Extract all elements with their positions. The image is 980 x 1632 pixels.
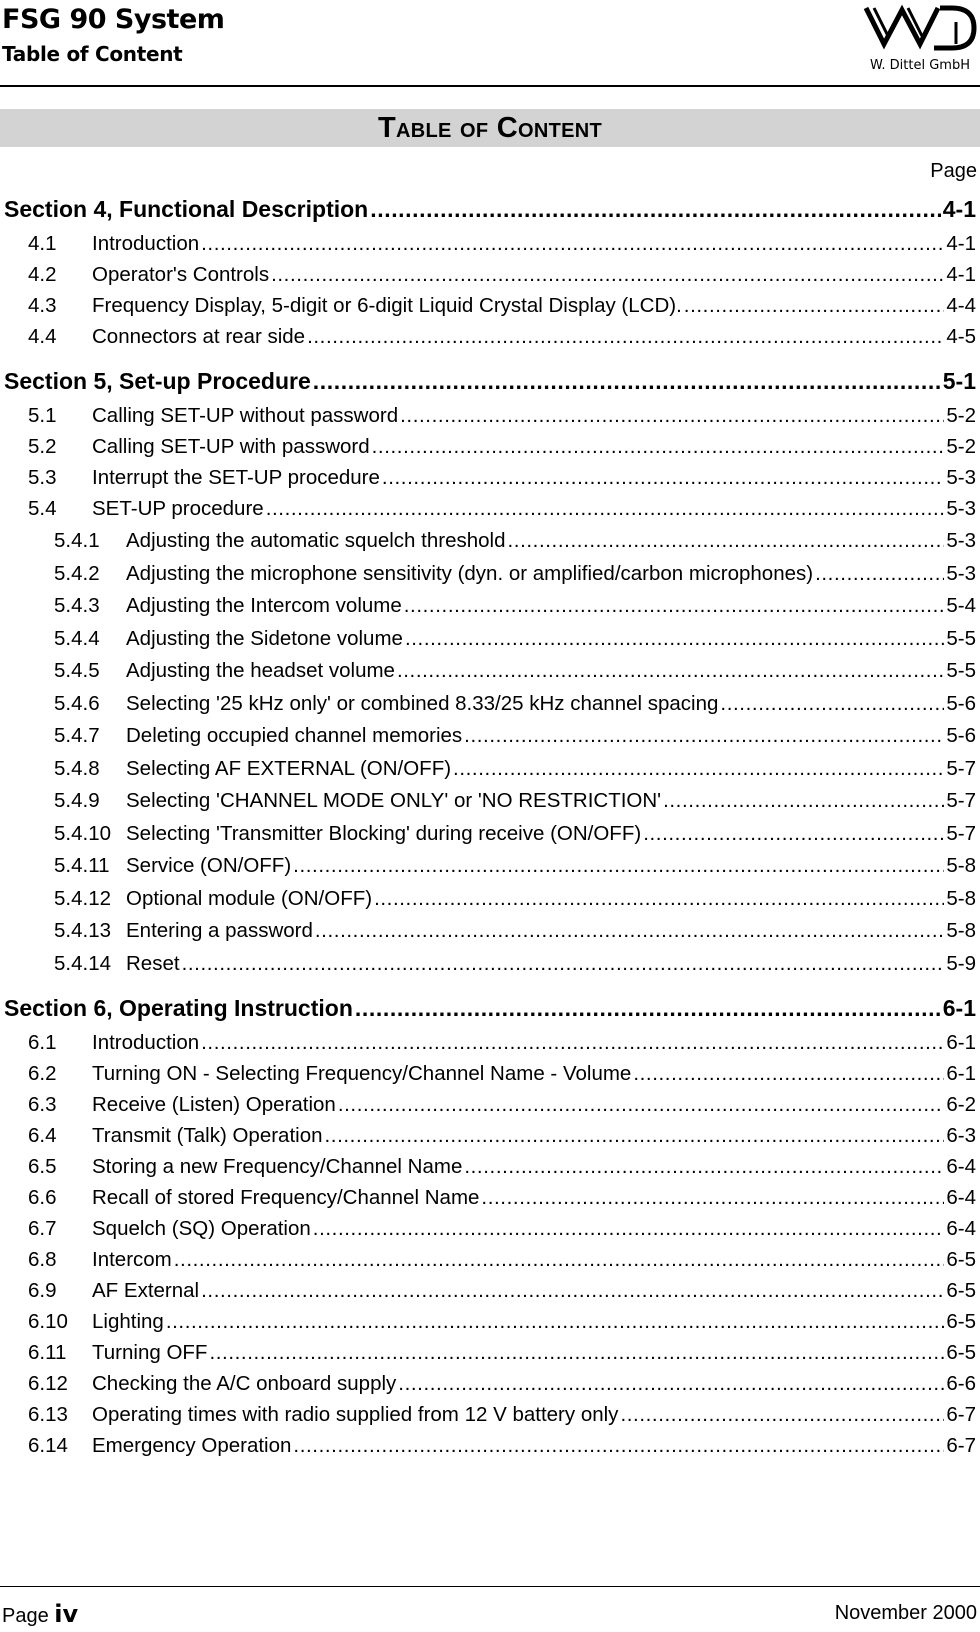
toc-entry[interactable]: [0, 263, 976, 287]
entry-number: 5.4.3: [54, 594, 100, 617]
entry-title: Selecting 'Transmitter Blocking' during receive (ON/OFF): [126, 822, 642, 845]
entry-number: 5.4: [28, 497, 57, 520]
entry-page: 6-1: [946, 1031, 976, 1054]
entry-title: Adjusting the headset volume: [126, 659, 395, 682]
entry-title: Lighting: [92, 1310, 164, 1333]
entry-title: Entering a password: [126, 919, 313, 942]
entry-number: 5.4.1: [54, 529, 100, 552]
entry-title: Recall of stored Frequency/Channel Name: [92, 1186, 480, 1209]
entry-page: 6-5: [946, 1341, 976, 1364]
entry-title: Operating times with radio supplied from 12 V battery only: [92, 1403, 619, 1426]
toc-entry[interactable]: [0, 1093, 976, 1117]
section-title: Section 5, Set-up Procedure: [4, 368, 311, 394]
leader-dots: [199, 1279, 944, 1303]
toc-section-6[interactable]: [4, 995, 976, 1022]
entry-page: 6-5: [946, 1248, 976, 1271]
entry-title: Intercom: [92, 1248, 172, 1271]
entry-page: 6-5: [946, 1279, 976, 1302]
toc-subentry[interactable]: [0, 919, 976, 943]
toc-subentry[interactable]: [0, 757, 976, 781]
entry-title: Connectors at rear side: [92, 325, 306, 348]
footer-page-word: Page: [2, 1605, 49, 1627]
entry-page: 4-1: [946, 263, 976, 286]
leader-dots: [199, 232, 944, 256]
entry-number: 4.3: [28, 294, 57, 317]
entry-number: 5.4.7: [54, 724, 100, 747]
leader-dots: [269, 263, 944, 287]
leader-dots: [505, 529, 944, 553]
leader-dots: [207, 1341, 944, 1365]
leader-dots: [164, 1310, 945, 1334]
entry-page: 5-3: [946, 529, 976, 552]
entry-page: 6-1: [946, 1062, 976, 1085]
leader-dots: [462, 724, 944, 748]
entry-number: 6.13: [28, 1403, 68, 1426]
leader-dots: [398, 404, 944, 428]
entry-title: AF External: [92, 1279, 200, 1302]
toc-entry[interactable]: [0, 1310, 976, 1334]
entry-title: Adjusting the microphone sensitivity (dyn. or amplified/carbon microphones): [126, 562, 814, 585]
entry-number: 5.4.13: [54, 919, 111, 942]
toc-entry[interactable]: [0, 294, 976, 318]
entry-number: 5.4.2: [54, 562, 100, 585]
leader-dots: [353, 995, 941, 1022]
footer-page-label: [2, 1600, 78, 1628]
entry-title: SET-UP procedure: [92, 497, 264, 520]
toc-entry[interactable]: [0, 325, 976, 349]
leader-dots: [402, 594, 945, 618]
entry-page: 5-8: [946, 887, 976, 910]
entry-page: 6-3: [946, 1124, 976, 1147]
entry-number: 5.4.6: [54, 692, 100, 715]
entry-page: 4-4: [946, 294, 976, 317]
entry-title: Adjusting the automatic squelch threshold: [126, 529, 506, 552]
entry-number: 5.2: [28, 435, 57, 458]
entry-page: 6-6: [946, 1372, 976, 1395]
entry-page: 5-2: [946, 404, 976, 427]
entry-number: 6.5: [28, 1155, 57, 1178]
toc-entry[interactable]: [0, 1217, 976, 1241]
toc-entry[interactable]: [0, 466, 976, 490]
footer-date: November 2000: [834, 1602, 977, 1624]
entry-page: 6-4: [946, 1217, 976, 1240]
entry-title: Receive (Listen) Operation: [92, 1093, 336, 1116]
entry-page: 5-2: [946, 435, 976, 458]
entry-number: 5.4.9: [54, 789, 100, 812]
toc-subentry[interactable]: [0, 594, 976, 618]
entry-page: 6-4: [946, 1186, 976, 1209]
leader-dots: [479, 1186, 944, 1210]
toc-section-5[interactable]: [4, 368, 976, 395]
entry-page: 5-6: [946, 692, 976, 715]
entry-page: 6-7: [946, 1403, 976, 1426]
entry-page: 5-3: [946, 497, 976, 520]
entry-title: Reset: [126, 952, 180, 975]
leader-dots: [370, 435, 945, 459]
toc-entry[interactable]: [0, 1155, 976, 1179]
entry-title: Selecting '25 kHz only' or combined 8.33/25 kHz channel spacing: [126, 692, 719, 715]
leader-dots: [305, 325, 944, 349]
toc-subentry[interactable]: [0, 822, 976, 846]
leader-dots: [336, 1093, 945, 1117]
toc-entry[interactable]: [0, 1124, 976, 1148]
leader-dots: [311, 368, 941, 395]
entry-number: 5.4.4: [54, 627, 100, 650]
entry-title: Introduction: [92, 232, 200, 255]
toc-subentry[interactable]: [0, 724, 976, 748]
entry-page: 5-9: [946, 952, 976, 975]
leader-dots: [451, 757, 944, 781]
toc-entry[interactable]: [0, 435, 976, 459]
toc-subentry[interactable]: [0, 789, 976, 813]
toc-subentry[interactable]: [0, 692, 976, 716]
entry-title: Adjusting the Sidetone volume: [126, 627, 403, 650]
entry-page: 6-4: [946, 1155, 976, 1178]
entry-title: Checking the A/C onboard supply: [92, 1372, 397, 1395]
logo-company-name: W. Dittel GmbH: [870, 58, 970, 73]
leader-dots: [641, 822, 944, 846]
footer-page-number: iv: [54, 1600, 79, 1628]
entry-title: Service (ON/OFF): [126, 854, 292, 877]
entry-page: 5-8: [946, 919, 976, 942]
entry-title: Introduction: [92, 1031, 200, 1054]
leader-dots: [311, 1217, 945, 1241]
entry-page: 5-7: [946, 789, 976, 812]
entry-number: 6.3: [28, 1093, 57, 1116]
entry-title: Calling SET-UP without password: [92, 404, 399, 427]
toc-entry[interactable]: [0, 1031, 976, 1055]
entry-number: 5.3: [28, 466, 57, 489]
toc-entry[interactable]: [0, 1279, 976, 1303]
toc-entry[interactable]: [0, 1186, 976, 1210]
leader-dots: [718, 692, 944, 716]
leader-dots: [618, 1403, 944, 1427]
entry-title: Adjusting the Intercom volume: [126, 594, 402, 617]
toc-section-4[interactable]: [4, 196, 976, 223]
entry-title: Interrupt the SET-UP procedure: [92, 466, 380, 489]
entry-page: 5-3: [946, 466, 976, 489]
toc-entry[interactable]: [0, 497, 976, 521]
entry-number: 6.6: [28, 1186, 57, 1209]
entry-number: 6.1: [28, 1031, 57, 1054]
leader-dots: [313, 919, 944, 943]
leader-dots: [380, 466, 944, 490]
toc-entry[interactable]: [0, 404, 976, 428]
entry-page: 6-7: [946, 1434, 976, 1457]
entry-number: 6.10: [28, 1310, 68, 1333]
entry-page: 5-5: [946, 659, 976, 682]
section-title: Section 4, Functional Description: [4, 196, 369, 222]
entry-number: 5.4.10: [54, 822, 111, 845]
entry-number: 4.4: [28, 325, 57, 348]
footer-divider: [0, 1586, 980, 1587]
section-page: 5-1: [942, 368, 976, 394]
entry-number: 6.9: [28, 1279, 57, 1302]
wd-logo-icon: [860, 0, 980, 60]
page-column-label: Page: [930, 160, 977, 182]
entry-page: 6-2: [946, 1093, 976, 1116]
leader-dots: [462, 1155, 944, 1179]
header-divider: [0, 85, 980, 87]
entry-title: Turning ON - Selecting Frequency/Channel Name - Volume: [92, 1062, 632, 1085]
company-logo: [860, 0, 980, 80]
leader-dots: [403, 627, 944, 651]
leader-dots: [372, 887, 944, 911]
leader-dots: [395, 659, 944, 683]
entry-title: Calling SET-UP with password: [92, 435, 370, 458]
leader-dots: [172, 1248, 945, 1272]
entry-page: 5-7: [946, 822, 976, 845]
entry-number: 6.4: [28, 1124, 57, 1147]
leader-dots: [813, 562, 944, 586]
entry-title: Storing a new Frequency/Channel Name: [92, 1155, 463, 1178]
leader-dots: [264, 497, 945, 521]
toc-subentry[interactable]: [0, 854, 976, 878]
entry-number: 6.14: [28, 1434, 68, 1457]
entry-number: 6.8: [28, 1248, 57, 1271]
entry-page: 5-3: [946, 562, 976, 585]
entry-page: 5-6: [946, 724, 976, 747]
entry-page: 5-5: [946, 627, 976, 650]
toc-subentry[interactable]: [0, 529, 976, 553]
entry-title: Turning OFF: [92, 1341, 208, 1364]
entry-number: 6.11: [28, 1341, 67, 1364]
entry-page: 4-1: [946, 232, 976, 255]
entry-number: 6.2: [28, 1062, 57, 1085]
entry-title: Squelch (SQ) Operation: [92, 1217, 311, 1240]
toc-entry[interactable]: [0, 1248, 976, 1272]
leader-dots: [368, 196, 941, 223]
toc-subentry[interactable]: [0, 659, 976, 683]
toc-subentry[interactable]: [0, 627, 976, 651]
banner-title: Table of Content: [377, 112, 602, 144]
leader-dots: [180, 952, 945, 976]
entry-title: Deleting occupied channel memories: [126, 724, 463, 747]
entry-number: 5.4.11: [54, 854, 110, 877]
leader-dots: [682, 294, 945, 318]
toc-subentry[interactable]: [0, 952, 976, 976]
entry-title: Selecting AF EXTERNAL (ON/OFF): [126, 757, 452, 780]
entry-page: 5-7: [946, 757, 976, 780]
section-page: 6-1: [942, 995, 976, 1021]
toc-subentry[interactable]: [0, 887, 976, 911]
entry-number: 5.1: [28, 404, 57, 427]
section-page: 4-1: [942, 196, 976, 222]
entry-number: 6.7: [28, 1217, 57, 1240]
entry-title: Selecting 'CHANNEL MODE ONLY' or 'NO RESTRICTION': [126, 789, 662, 812]
toc-subentry[interactable]: [0, 562, 976, 586]
toc-entry[interactable]: [0, 1062, 976, 1086]
header-title: FSG 90 System: [2, 4, 225, 35]
leader-dots: [291, 1434, 944, 1458]
entry-page: 5-4: [946, 594, 976, 617]
entry-number: 5.4.5: [54, 659, 100, 682]
entry-title: Operator's Controls: [92, 263, 270, 286]
entry-title: Optional module (ON/OFF): [126, 887, 373, 910]
entry-title: Frequency Display, 5-digit or 6-digit Liquid Crystal Display (LCD).: [92, 294, 682, 317]
section-title: Section 6, Operating Instruction: [4, 995, 353, 1021]
entry-number: 4.2: [28, 263, 57, 286]
header-subtitle: Table of Content: [2, 42, 183, 66]
leader-dots: [396, 1372, 944, 1396]
leader-dots: [199, 1031, 944, 1055]
entry-page: 4-5: [946, 325, 976, 348]
entry-page: 6-5: [946, 1310, 976, 1333]
entry-number: 5.4.14: [54, 952, 111, 975]
leader-dots: [631, 1062, 944, 1086]
toc-entry[interactable]: [0, 1341, 976, 1365]
entry-number: 5.4.8: [54, 757, 100, 780]
leader-dots: [661, 789, 944, 813]
toc-entry[interactable]: [0, 232, 976, 256]
entry-number: 6.12: [28, 1372, 68, 1395]
entry-title: Emergency Operation: [92, 1434, 292, 1457]
toc-entry[interactable]: [0, 1434, 976, 1458]
toc-entry[interactable]: [0, 1372, 976, 1396]
entry-title: Transmit (Talk) Operation: [92, 1124, 323, 1147]
toc-entry[interactable]: [0, 1403, 976, 1427]
entry-page: 5-8: [946, 854, 976, 877]
entry-number: 5.4.12: [54, 887, 111, 910]
leader-dots: [291, 854, 944, 878]
leader-dots: [323, 1124, 945, 1148]
entry-number: 4.1: [28, 232, 57, 255]
